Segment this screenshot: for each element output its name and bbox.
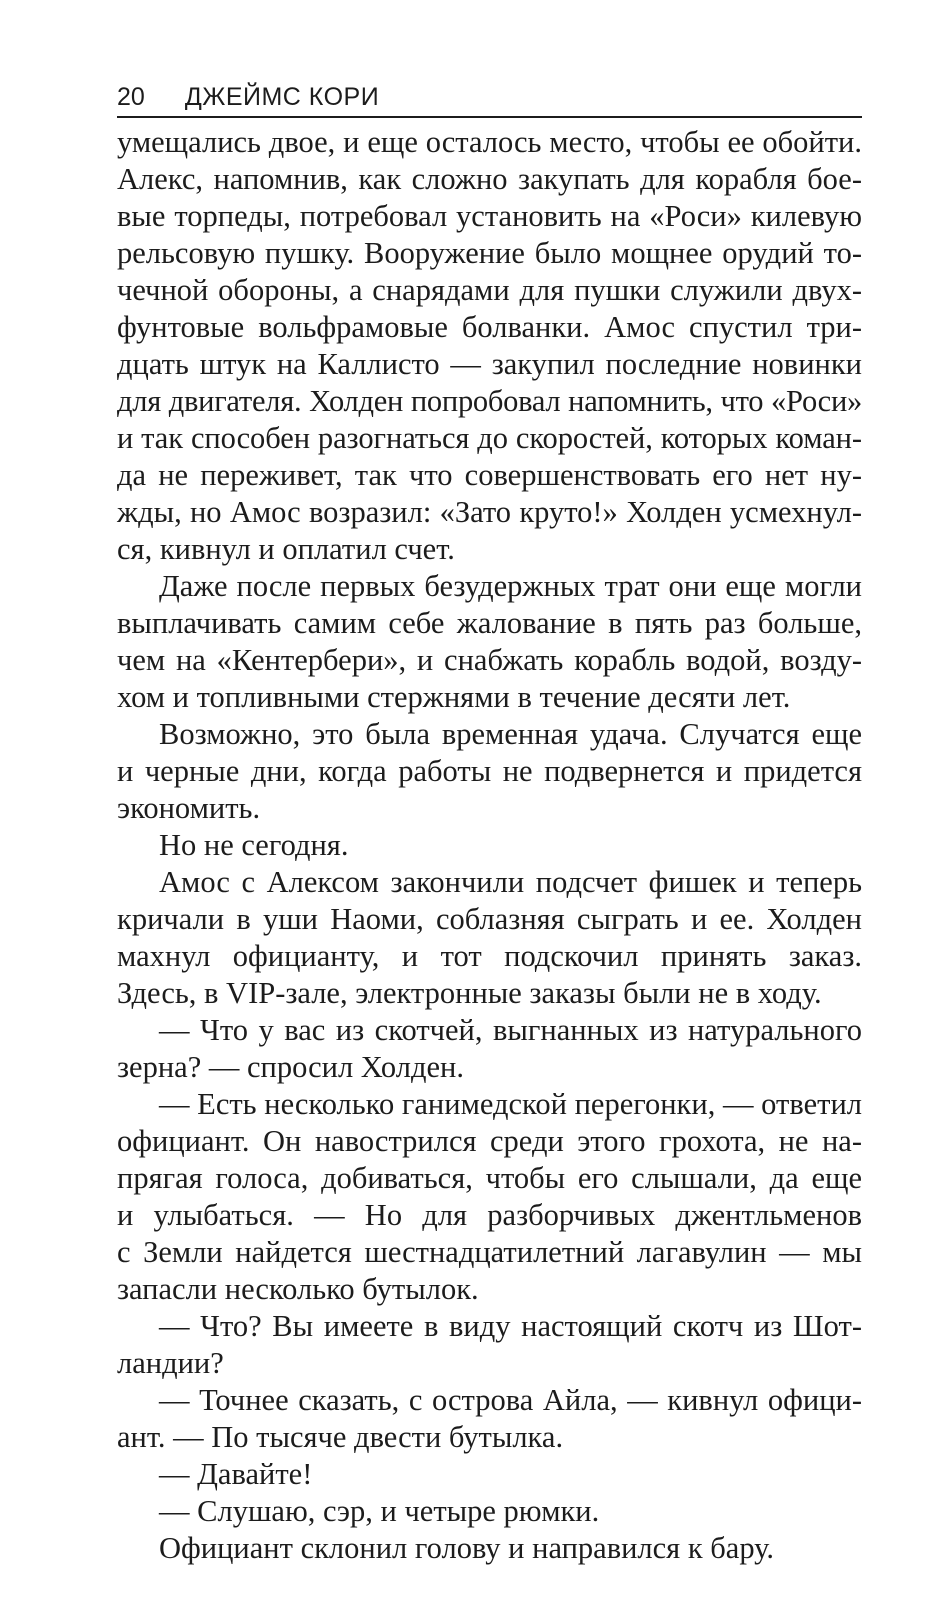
- text-line: дцать штук на Каллисто — закупил последние новинки: [117, 347, 862, 381]
- running-head-author: ДЖЕЙМС КОРИ: [184, 83, 380, 111]
- text-line: ся, кивнул и оплатил счет.: [117, 532, 455, 566]
- text-line: чечной обороны, а снарядами для пушки служили двух-: [117, 273, 862, 307]
- text-line: Официант склонил голову и направился к бару.: [159, 1531, 775, 1565]
- text-line: Здесь, в VIP-зале, электронные заказы были не в ходу.: [117, 976, 822, 1010]
- text-line: ант. — По тысяче двести бутылка.: [117, 1420, 564, 1454]
- text-line: выплачивать самим себе жалование в пять раз больше,: [117, 606, 862, 640]
- text-line: умещались двое, и еще осталось место, чтобы ее обойти.: [117, 125, 862, 159]
- text-line: да не переживет, так что совершенствовать его нет ну-: [117, 458, 862, 492]
- text-line: Возможно, это была временная удача. Случатся еще: [159, 717, 862, 751]
- text-line: с Земли найдется шестнадцатилетний лагавулин — мы: [117, 1235, 862, 1269]
- text-line: Амос с Алексом закончили подсчет фишек и теперь: [159, 865, 862, 899]
- text-line: и улыбаться. — Но для разборчивых джентльменов: [117, 1198, 862, 1232]
- text-line: — Точнее сказать, с острова Айла, — кивнул офици-: [159, 1383, 862, 1417]
- text-line: рельсовую пушку. Вооружение было мощнее орудий то-: [117, 236, 862, 270]
- text-line: — Слушаю, сэр, и четыре рюмки.: [159, 1494, 600, 1528]
- text-line: для двигателя. Холден попробовал напомнить, что «Роси»: [117, 384, 862, 418]
- text-line: Даже после первых безудержных трат они еще могли: [159, 569, 862, 603]
- header-rule: [117, 116, 862, 118]
- text-line: фунтовые вольфрамовые болванки. Амос спустил три-: [117, 310, 862, 344]
- text-line: — Давайте!: [159, 1457, 313, 1491]
- text-line: официант. Он навострился среди этого грохота, не на-: [117, 1124, 862, 1158]
- page-number: 20: [117, 83, 145, 111]
- text-line: — Что у вас из скотчей, выгнанных из натурального: [159, 1013, 862, 1047]
- page-header: [117, 78, 862, 116]
- text-line: чем на «Кентербери», и снабжать корабль водой, возду-: [117, 643, 862, 677]
- text-line: прягая голоса, добиваться, чтобы его слышали, да еще: [117, 1161, 862, 1195]
- text-line: запасли несколько бутылок.: [117, 1272, 479, 1306]
- text-line: и так способен разогнаться до скоростей, которых коман-: [117, 421, 862, 455]
- text-line: кричали в уши Наоми, соблазняя сыграть и ее. Холден: [117, 902, 862, 936]
- text-line: вые торпеды, потребовал установить на «Роси» килевую: [117, 199, 862, 233]
- text-line: — Что? Вы имеете в виду настоящий скотч из Шот-: [159, 1309, 862, 1343]
- body-text: [117, 124, 862, 1567]
- text-line: зерна? — спросил Холден.: [117, 1050, 464, 1084]
- text-line: — Есть несколько ганимедской перегонки, — ответил: [159, 1087, 862, 1121]
- text-line: и черные дни, когда работы не подвернется и придется: [117, 754, 862, 788]
- text-line: хом и топливными стержнями в течение десяти лет.: [117, 680, 791, 714]
- text-line: жды, но Амос возразил: «Зато круто!» Холден усмехнул-: [117, 495, 862, 529]
- text-line: махнул официанту, и тот подскочил принять заказ.: [117, 939, 862, 973]
- text-line: ландии?: [117, 1346, 224, 1380]
- text-line: Но не сегодня.: [159, 828, 349, 862]
- text-line: экономить.: [117, 791, 261, 825]
- text-line: Алекс, напомнив, как сложно закупать для корабля бое-: [117, 162, 862, 196]
